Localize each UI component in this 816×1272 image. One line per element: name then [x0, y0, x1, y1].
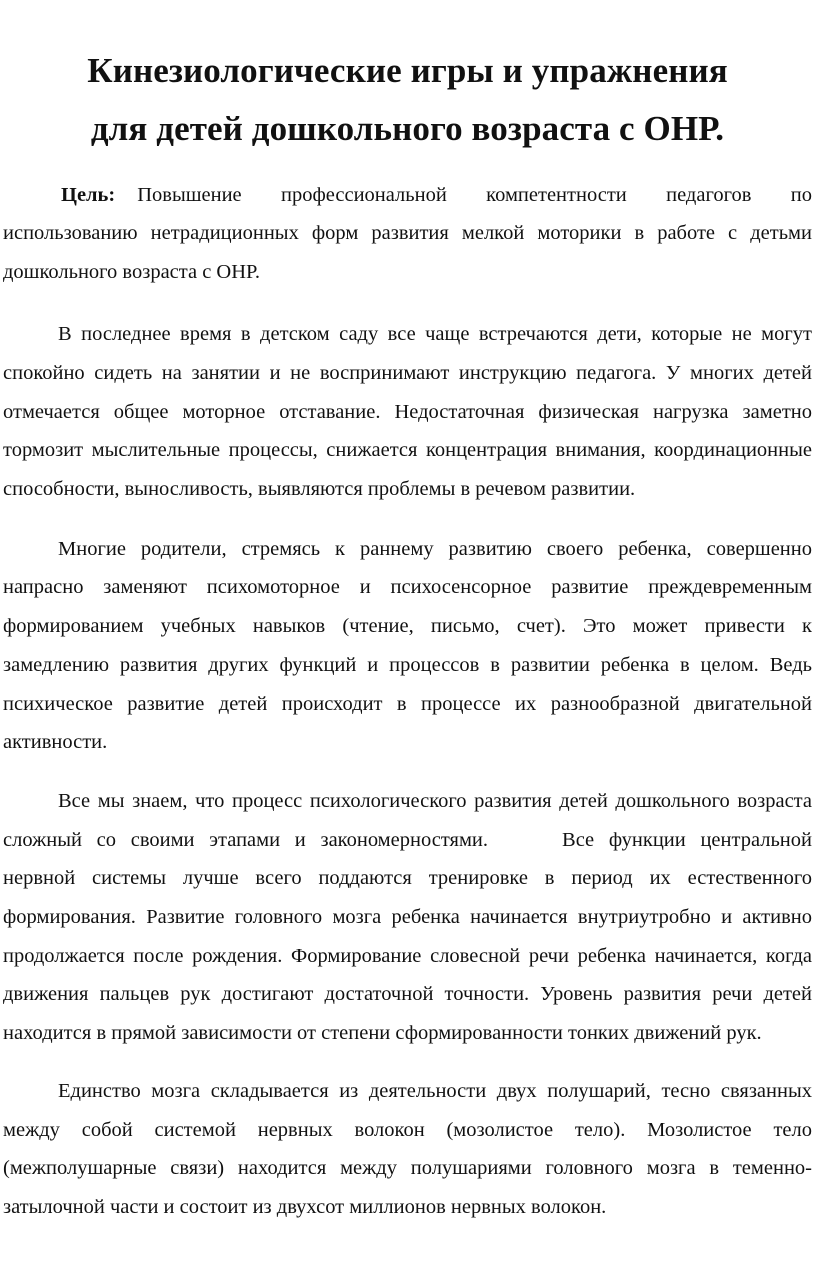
title-line-1: Кинезиологические игры и упражнения — [87, 51, 728, 90]
document-title — [3, 0, 812, 158]
paragraph-3 — [3, 782, 812, 1053]
paragraph-1: В последнее время в детском саду все чаще встречаются дети, которые не могут спокойно сидеть на занятии и не воспринимают инструкцию педагога. У многих детей отмечается общее моторное отставание. Недостаточная физическая нагрузка заметно тормозит мыслительные процессы, снижается концентрация внимания, координационные способности, выносливость, выявляются проблемы в речевом развитии. — [3, 323, 812, 501]
paragraph-2: Многие родители, стремясь к раннему развитию своего ребенка, совершенно напрасно заменяют психомоторное и психосенсорное развитие преждевременным формированием учебных навыков (чтение, письмо, счет). Это может привести к замедлению развития других функций и процессов в развитии ребенка в целом. Ведь психическое развитие детей происходит в процессе их разнообразной двигательной активности. — [3, 537, 812, 754]
paragraph-3-part-1: Все мы знаем, что процесс психологического развития детей дошкольного возраста сложный со своими этапами и закономерностями. — [3, 789, 812, 851]
title-line-2: для детей дошкольного возраста с ОНР. — [90, 109, 725, 148]
goal-text: Повышение профессиональной компетентности педагогов по использованию нетрадиционных форм развития мелкой моторики в работе с детьми дошкольного возраста с ОНР. — [3, 184, 812, 283]
paragraph-3-part-2: Все функции центральной нервной системы лучше всего поддаются тренировке в период их естественного формирования. Развитие головного мозга ребенка начинается внутриутробно и активно продолжается после рождения. Формирование словесной речи ребенка начинается, когда движения пальцев рук достигают достаточной точности. Уровень развития речи детей находится в прямой зависимости от степени сформированности тонких движений рук. — [3, 828, 812, 1045]
paragraph-4: Единство мозга складывается из деятельности двух полушарий, тесно связанных между собой системой нервных волокон (мозолистое тело). Мозолистое тело (межполушарные связи) находится между полушариями головного мозга в теменно-затылочной части и состоит из двухсот миллионов нервных волокон. — [3, 1079, 812, 1218]
goal-label: Цель: — [61, 184, 116, 206]
goal-paragraph — [3, 176, 812, 291]
